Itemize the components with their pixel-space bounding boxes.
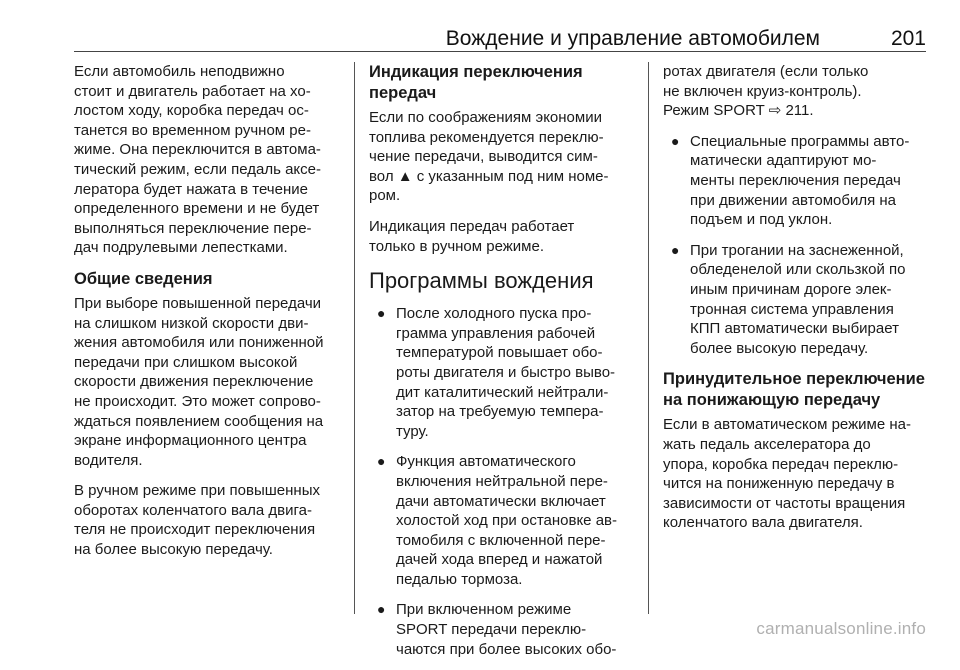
- bullet-list: [369, 304, 633, 659]
- text-line: танется во временном ручном ре-: [74, 121, 311, 139]
- text-line: дач подрулевыми лепестками.: [74, 239, 288, 257]
- text-line: вол ▲ с указанным под ним номе-: [369, 167, 609, 185]
- bullet-dot-icon: ●: [671, 132, 680, 149]
- text-line: дачей хода вперед и нажатой: [396, 551, 603, 569]
- text-line: Принудительное переключение: [663, 370, 925, 389]
- text-line: матически адаптируют мо-: [690, 152, 877, 170]
- text-line: Индикация переключения: [369, 63, 583, 81]
- text-line: обледенелой или скользкой по: [690, 261, 906, 279]
- text-line: грамма управления рабочей: [396, 324, 596, 342]
- text-line: передачи при слишком высокой: [74, 353, 298, 371]
- section-heading-kickdown: [663, 369, 926, 411]
- page-title: Вождение и управление автомобилем: [445, 27, 820, 50]
- text-line: на более высокую передачу.: [74, 541, 273, 559]
- column-divider: [354, 62, 355, 614]
- text-line: выполняться переключение пере-: [74, 219, 312, 237]
- text-line: на слишком низкой скорости дви-: [74, 314, 309, 332]
- text-line: не включен круиз-контроль).: [663, 82, 862, 100]
- text-line: роты двигателя и быстро выво-: [396, 363, 616, 381]
- text-line: ждаться появлением сообщения на: [74, 412, 324, 430]
- page-header: [74, 0, 926, 52]
- text-line: затор на требуемую темпера-: [396, 403, 604, 421]
- bullet-dot-icon: ●: [377, 601, 386, 618]
- text-line: зависимости от частоты вращения: [663, 494, 906, 512]
- bullet-item: [663, 241, 926, 359]
- text-line: Режим SPORT ⇨ 211.: [663, 102, 814, 120]
- text-line: определенного времени и не будет: [74, 200, 320, 218]
- text-line: температурой повышает обо-: [396, 344, 603, 362]
- text-line: Если автомобиль неподвижно: [74, 63, 285, 80]
- bullet-item: [369, 600, 633, 659]
- text-line: экране информационного центра: [74, 432, 307, 450]
- bullet-item: [663, 132, 926, 230]
- text-line: подъем и под уклон.: [690, 211, 833, 229]
- text-line: Функция автоматического: [396, 453, 576, 471]
- text-line: только в ручном режиме.: [369, 237, 545, 255]
- text-line: SPORT передачи переклю-: [396, 621, 587, 639]
- bullet-dot-icon: ●: [377, 305, 386, 322]
- text-line: передач: [369, 84, 437, 102]
- text-line: водителя.: [74, 451, 143, 469]
- watermark: carmanualsonline.info: [756, 619, 926, 638]
- text-line: чение передачи, выводится сим-: [369, 148, 598, 166]
- text-line: тронная система управления: [690, 300, 894, 318]
- text-line: более высокую передачу.: [690, 339, 869, 357]
- bullet-dot-icon: ●: [671, 241, 680, 258]
- bullet-dot-icon: ●: [377, 453, 386, 470]
- bullet-list: [663, 132, 926, 359]
- section-heading-driving-programs: Программы вождения: [369, 268, 594, 294]
- text-line: при движении автомобиля на: [690, 191, 897, 209]
- text-line: теля не происходит переключения: [74, 521, 316, 539]
- text-line: После холодного пуска про-: [396, 305, 592, 323]
- text-line: не происходит. Это может сопрово-: [74, 392, 321, 410]
- text-line: включения нейтральной пере-: [396, 472, 608, 490]
- paragraph: [663, 415, 926, 533]
- text-line: При включенном режиме: [396, 601, 572, 619]
- text-line: жиме. Она переключится в автома-: [74, 141, 321, 159]
- text-line: холостой ход при остановке ав-: [396, 512, 618, 530]
- text-line: Если по соображениям экономии: [369, 109, 602, 126]
- text-line: В ручном режиме при повышенных: [74, 482, 320, 500]
- page-number: 201: [890, 27, 926, 50]
- paragraph: [74, 294, 346, 470]
- text-line: Если в автоматическом режиме на-: [663, 416, 911, 434]
- paragraph: [369, 108, 633, 206]
- column-left: [74, 62, 346, 571]
- column-right: [663, 62, 926, 544]
- text-line: При трогании на заснеженной,: [690, 241, 904, 259]
- bullet-item: [369, 452, 633, 589]
- text-line: на понижающую передачу: [663, 391, 881, 410]
- section-heading-general: Общие сведения: [74, 269, 213, 288]
- text-line: чится на пониженную передачу в: [663, 475, 895, 493]
- text-line: ром.: [369, 187, 401, 205]
- text-line: туру.: [396, 422, 429, 440]
- text-line: жения автомобиля или пониженной: [74, 334, 324, 352]
- text-line: менты переключения передач: [690, 171, 901, 189]
- text-line: иным причинам дороге элек-: [690, 280, 892, 298]
- text-line: лостом ходу, коробка передач ос-: [74, 102, 309, 120]
- text-line: скорости движения переключение: [74, 373, 314, 391]
- column-divider: [648, 62, 649, 614]
- text-line: упора, коробка передач переклю-: [663, 455, 899, 473]
- text-line: тический режим, если педаль аксе-: [74, 160, 321, 178]
- text-line: Индикация передач работает: [369, 217, 575, 235]
- text-line: оборотах коленчатого вала двига-: [74, 501, 312, 519]
- paragraph: [369, 217, 633, 256]
- text-line: чаются при более высоких обо-: [396, 640, 617, 658]
- text-line: Специальные программы авто-: [690, 132, 910, 150]
- text-line: педалью тормоза.: [396, 570, 523, 588]
- paragraph: [74, 481, 346, 559]
- paragraph-continued: [663, 62, 926, 121]
- text-line: дачи автоматически включает: [396, 492, 606, 510]
- intro-paragraph: [74, 62, 346, 258]
- text-line: топлива рекомендуется переклю-: [369, 128, 604, 146]
- text-line: томобиля с включенной пере-: [396, 531, 606, 549]
- text-line: жать педаль акселератора до: [663, 435, 871, 453]
- text-line: ротах двигателя (если только: [663, 63, 869, 80]
- text-line: стоит и двигатель работает на хо-: [74, 82, 311, 100]
- text-line: При выборе повышенной передачи: [74, 294, 322, 312]
- text-line: дит каталитический нейтрали-: [396, 383, 609, 401]
- header-rule: [74, 51, 926, 52]
- text-line: коленчатого вала двигателя.: [663, 514, 863, 532]
- bullet-item: [369, 304, 633, 441]
- section-heading-shift-indicator: [369, 62, 633, 104]
- text-line: КПП автоматически выбирает: [690, 320, 899, 338]
- column-middle: [369, 62, 633, 670]
- text-line: лератора будет нажата в течение: [74, 180, 308, 198]
